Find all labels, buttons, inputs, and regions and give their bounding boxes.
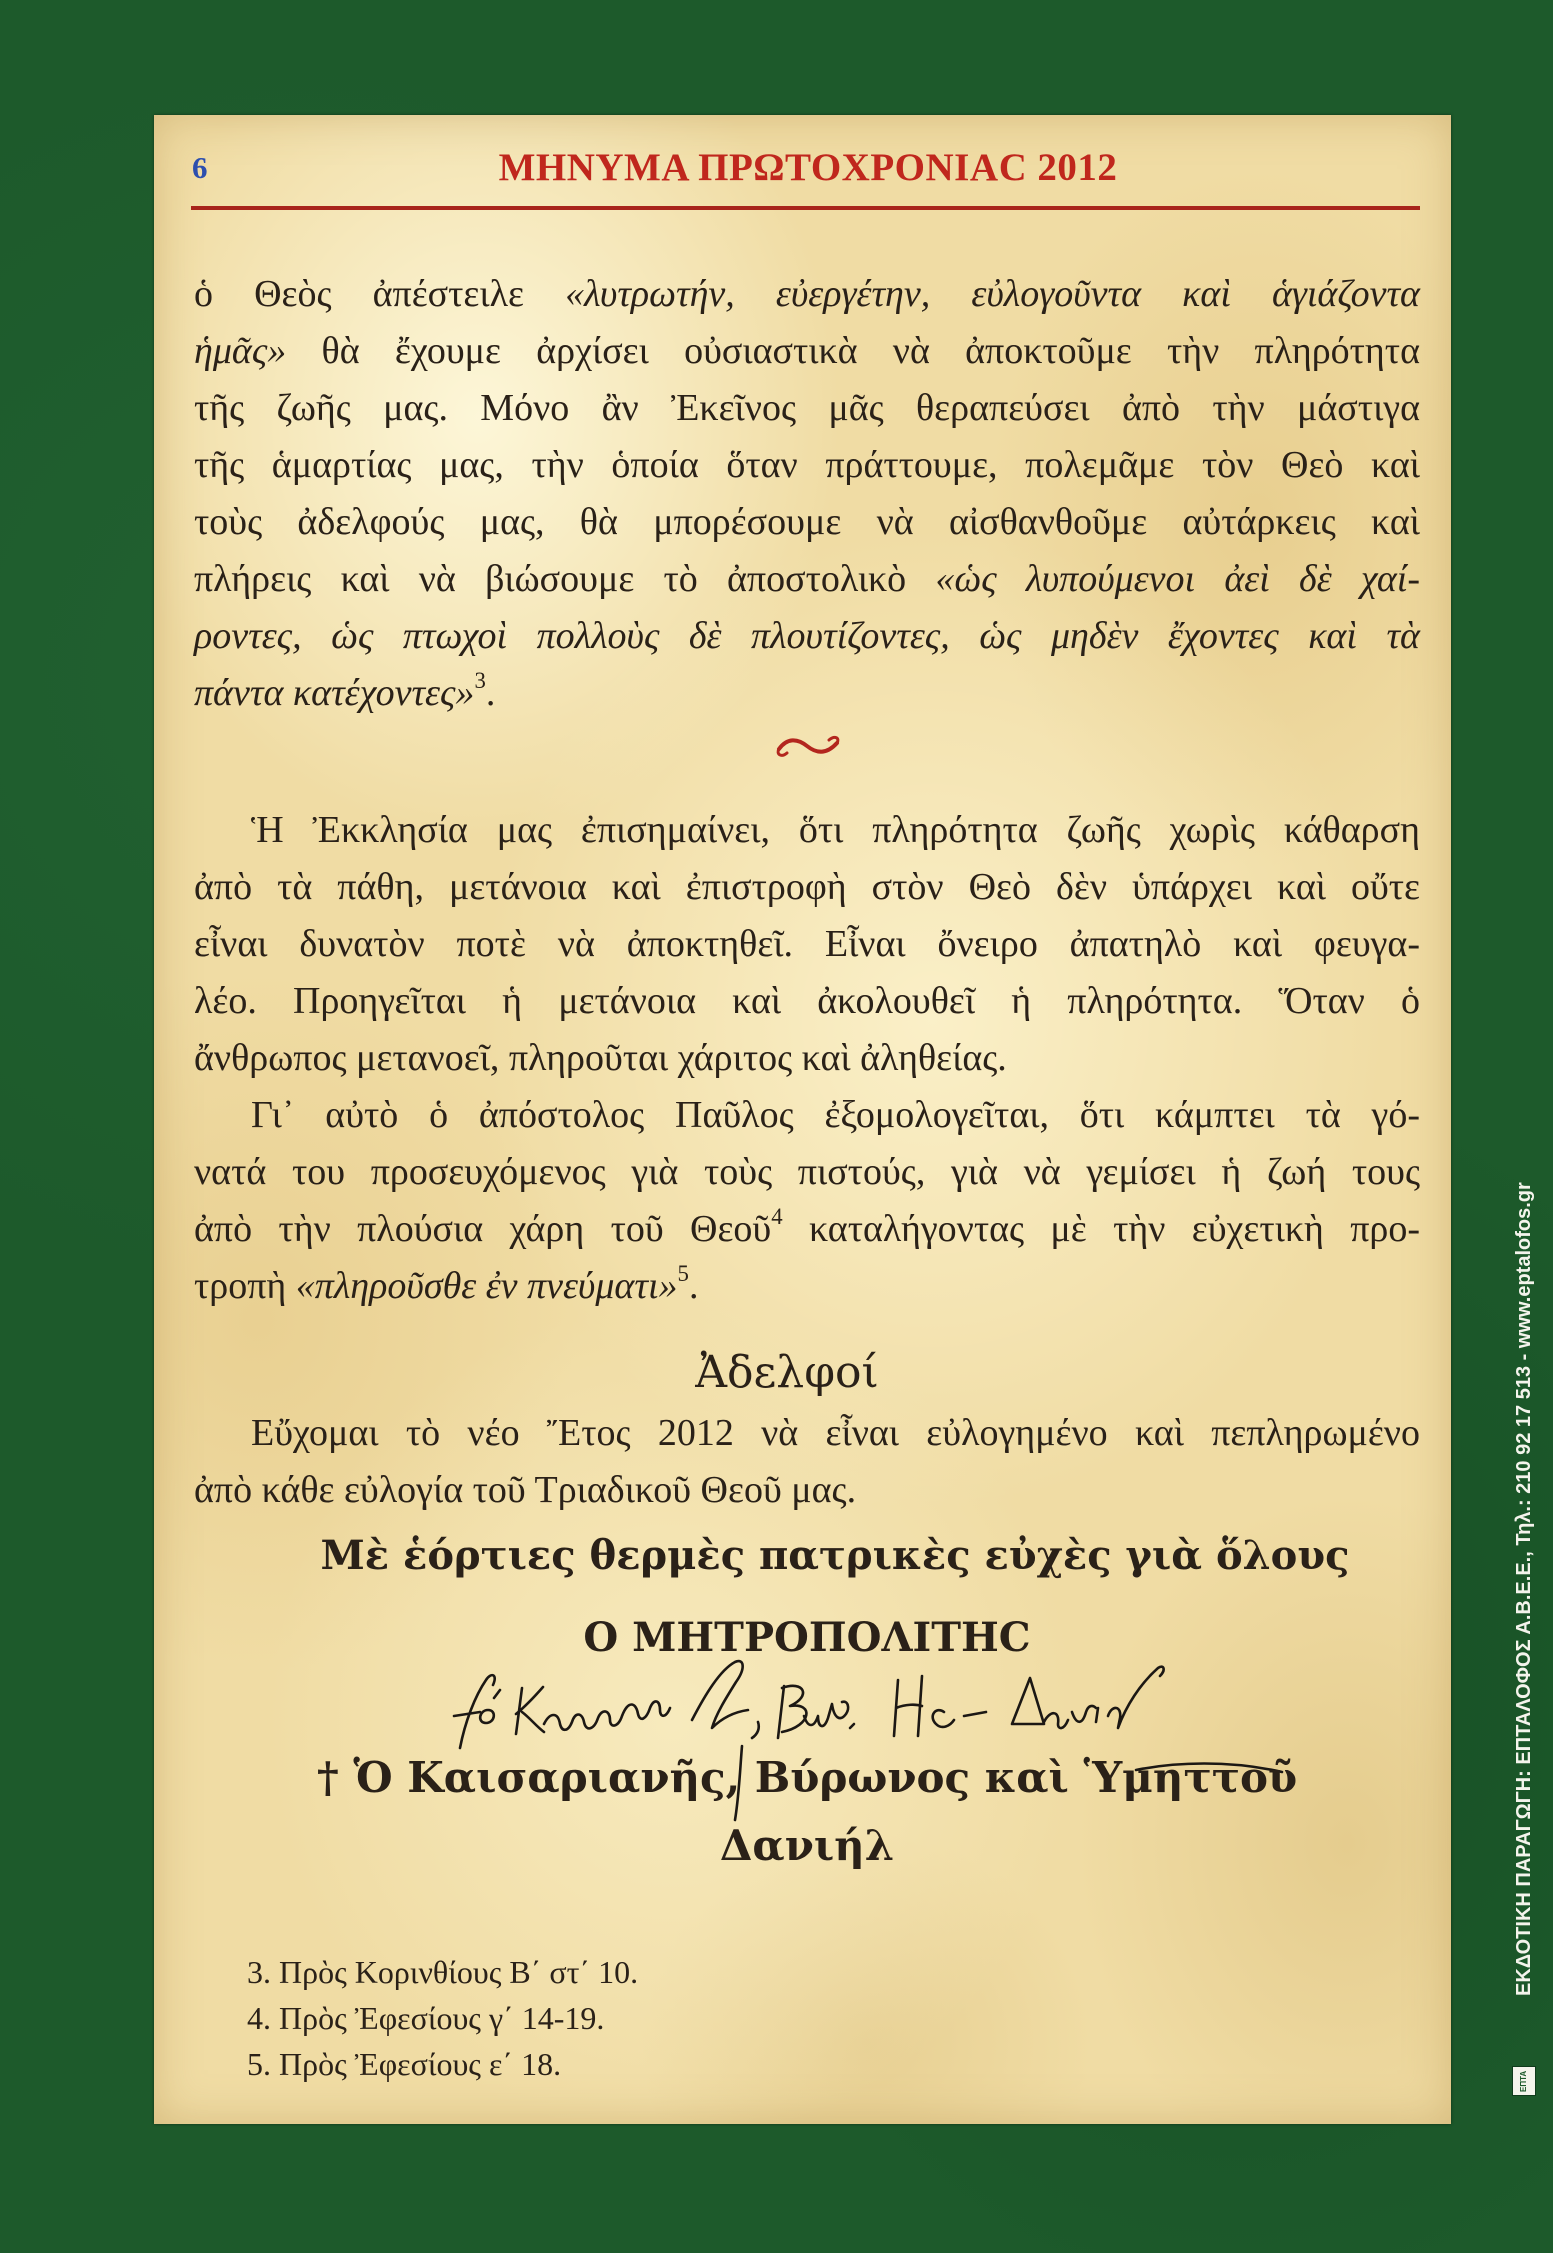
- italic-quote: «ὡς λυπούμενοι ἀεὶ δὲ χαί-: [935, 558, 1420, 600]
- handwritten-signature: [430, 1650, 1290, 1840]
- footnote-ref: 5: [677, 1260, 689, 1286]
- text-segment: .: [485, 672, 496, 714]
- italic-quote: ἡμᾶς»: [194, 330, 287, 372]
- footnote: 3. Πρὸς Κορινθίους Β΄ στ΄ 10.: [247, 1954, 639, 1990]
- text-segment: τῆς ἁμαρτίας μας, τὴν ὁποία ὅταν πράττουμε, πολεμᾶμε τὸν Θεὸ καὶ: [194, 444, 1420, 486]
- italic-quote: ροντες, ὡς πτωχοὶ πολλοὺς δὲ πλουτίζοντες, ὡς μηδὲν ἔχοντες καὶ τὰ: [194, 615, 1420, 657]
- body-line: [194, 1201, 1420, 1258]
- body-line: ἀπὸ κάθε εὐλογία τοῦ Τριαδικοῦ Θεοῦ μας.: [194, 1469, 857, 1511]
- footnote-ref: 4: [771, 1203, 783, 1229]
- text-segment: τοὺς ἀδελφούς μας, θὰ μπορέσουμε νὰ αἰσθανθοῦμε αὐτάρκεις καὶ: [194, 501, 1420, 543]
- body-line: ἄνθρωπος μετανοεῖ, πληροῦται χάριτος καὶ ἀληθείας.: [194, 1037, 1007, 1079]
- body-line: [194, 608, 1420, 665]
- body-line: [194, 1087, 1420, 1144]
- signatory-see: † Ὁ Καισαριανῆς, Βύρωνος καὶ Ὑμηττοῦ: [316, 1753, 1298, 1802]
- text-segment: καταλήγοντας μὲ τὴν εὐχετικὴ προ-: [782, 1208, 1420, 1250]
- body-line: [194, 437, 1420, 494]
- body-line: λέο. Προηγεῖται ἡ μετάνοια καὶ ἀκολουθεῖ ἡ πληρότητα. Ὅταν ὁ: [194, 980, 1420, 1022]
- page-title: ΜΗΝΥΜΑ ΠΡΩΤΟΧΡΟΝΙΑϹ 2012: [498, 146, 1118, 189]
- footnote-ref: 3: [474, 667, 486, 693]
- paragraph-2: [194, 802, 1420, 1315]
- paragraph-1: [194, 266, 1420, 722]
- greeting-line: Μὲ ἑόρτιες θερμὲς πατρικὲς εὐχὲς γιὰ ὅλους: [320, 1532, 1350, 1579]
- footnote: 4. Πρὸς Ἐφεσίους γ΄ 14-19.: [247, 2000, 605, 2036]
- text-segment: πλήρεις καὶ νὰ βιώσουμε τὸ ἀποστολικὸ: [194, 558, 936, 600]
- text-segment: τῆς ζωῆς μας. Μόνο ἂν Ἐκεῖνος μᾶς θεραπεύσει ἀπὸ τὴν μάστιγα: [194, 387, 1420, 429]
- body-line: [194, 494, 1420, 551]
- body-line: [194, 1144, 1420, 1201]
- signatory-name: Δανιήλ: [719, 1821, 895, 1870]
- text-segment: θὰ ἔχουμε ἀρχίσει οὐσιαστικὰ νὰ ἀποκτοῦμε τὴν πληρότητα: [286, 330, 1420, 372]
- body-line: [194, 665, 1420, 722]
- page-number: 6: [192, 150, 208, 185]
- header-rule: [191, 206, 1420, 210]
- wish-paragraph: [194, 1405, 1420, 1519]
- body-line: Ἡ Ἐκκλησία μας ἐπισημαίνει, ὅτι πληρότητα ζωῆς χωρὶς κάθαρση: [251, 809, 1420, 851]
- publisher-imprint: ΕΚΔΟΤΙΚΗ ΠΑΡΑΓΩΓΗ: ΕΠΤΑΛΟΦΟΣ Α.Β.Ε.Ε., Τηλ.: 210 92 17 513 - www.eptalofos.gr: [1513, 1182, 1535, 1996]
- italic-quote: «λυτρωτήν, εὐεργέτην, εὐλογοῦντα καὶ ἁγιάζοντα: [565, 273, 1420, 315]
- text-segment: ὁ Θεὸς ἀπέστειλε: [194, 273, 566, 315]
- text-segment: ἀπὸ τὴν πλούσια χάρη τοῦ Θεοῦ: [194, 1208, 772, 1250]
- publisher-logo: ΕΠΤΑ: [1512, 2066, 1536, 2096]
- text-segment: νατά του προσευχόμενος γιὰ τοὺς πιστούς, γιὰ νὰ γεμίσει ἡ ζωή τους: [194, 1151, 1420, 1193]
- body-line: εἶναι δυνατὸν ποτὲ νὰ ἀποκτηθεῖ. Εἶναι ὄνειρο ἀπατηλὸ καὶ φευγα-: [194, 923, 1420, 965]
- body-line: [194, 380, 1420, 437]
- text-segment: .: [688, 1265, 699, 1307]
- italic-quote: «πληροῦσθε ἐν πνεύματι»: [295, 1265, 678, 1307]
- text-segment: Γι᾽ αὐτὸ ὁ ἀπόστολος Παῦλος ἐξομολογεῖται, ὅτι κάμπτει τὰ γό-: [251, 1094, 1420, 1136]
- signatory-title: Ο ΜΗΤΡΟΠΟΛΙΤΗϹ: [583, 1614, 1031, 1661]
- salutation: Ἀδελφοί: [695, 1347, 879, 1398]
- footnote: 5. Πρὸς Ἐφεσίους ε΄ 18.: [247, 2046, 562, 2082]
- body-line: [194, 323, 1420, 380]
- body-line: [194, 1258, 1420, 1315]
- ornament-swash-icon: [771, 733, 845, 761]
- text-segment: τροπὴ: [194, 1265, 296, 1307]
- body-line: [194, 266, 1420, 323]
- italic-quote: πάντα κατέχοντες»: [194, 672, 475, 714]
- body-line: ἀπὸ τὰ πάθη, μετάνοια καὶ ἐπιστροφὴ στὸν Θεὸ δὲν ὑπάρχει καὶ οὔτε: [194, 866, 1420, 908]
- body-line: [194, 551, 1420, 608]
- body-line: Εὔχομαι τὸ νέο Ἔτος 2012 νὰ εἶναι εὐλογημένο καὶ πεπληρωμένο: [251, 1412, 1420, 1454]
- footnotes: [247, 1949, 1147, 2087]
